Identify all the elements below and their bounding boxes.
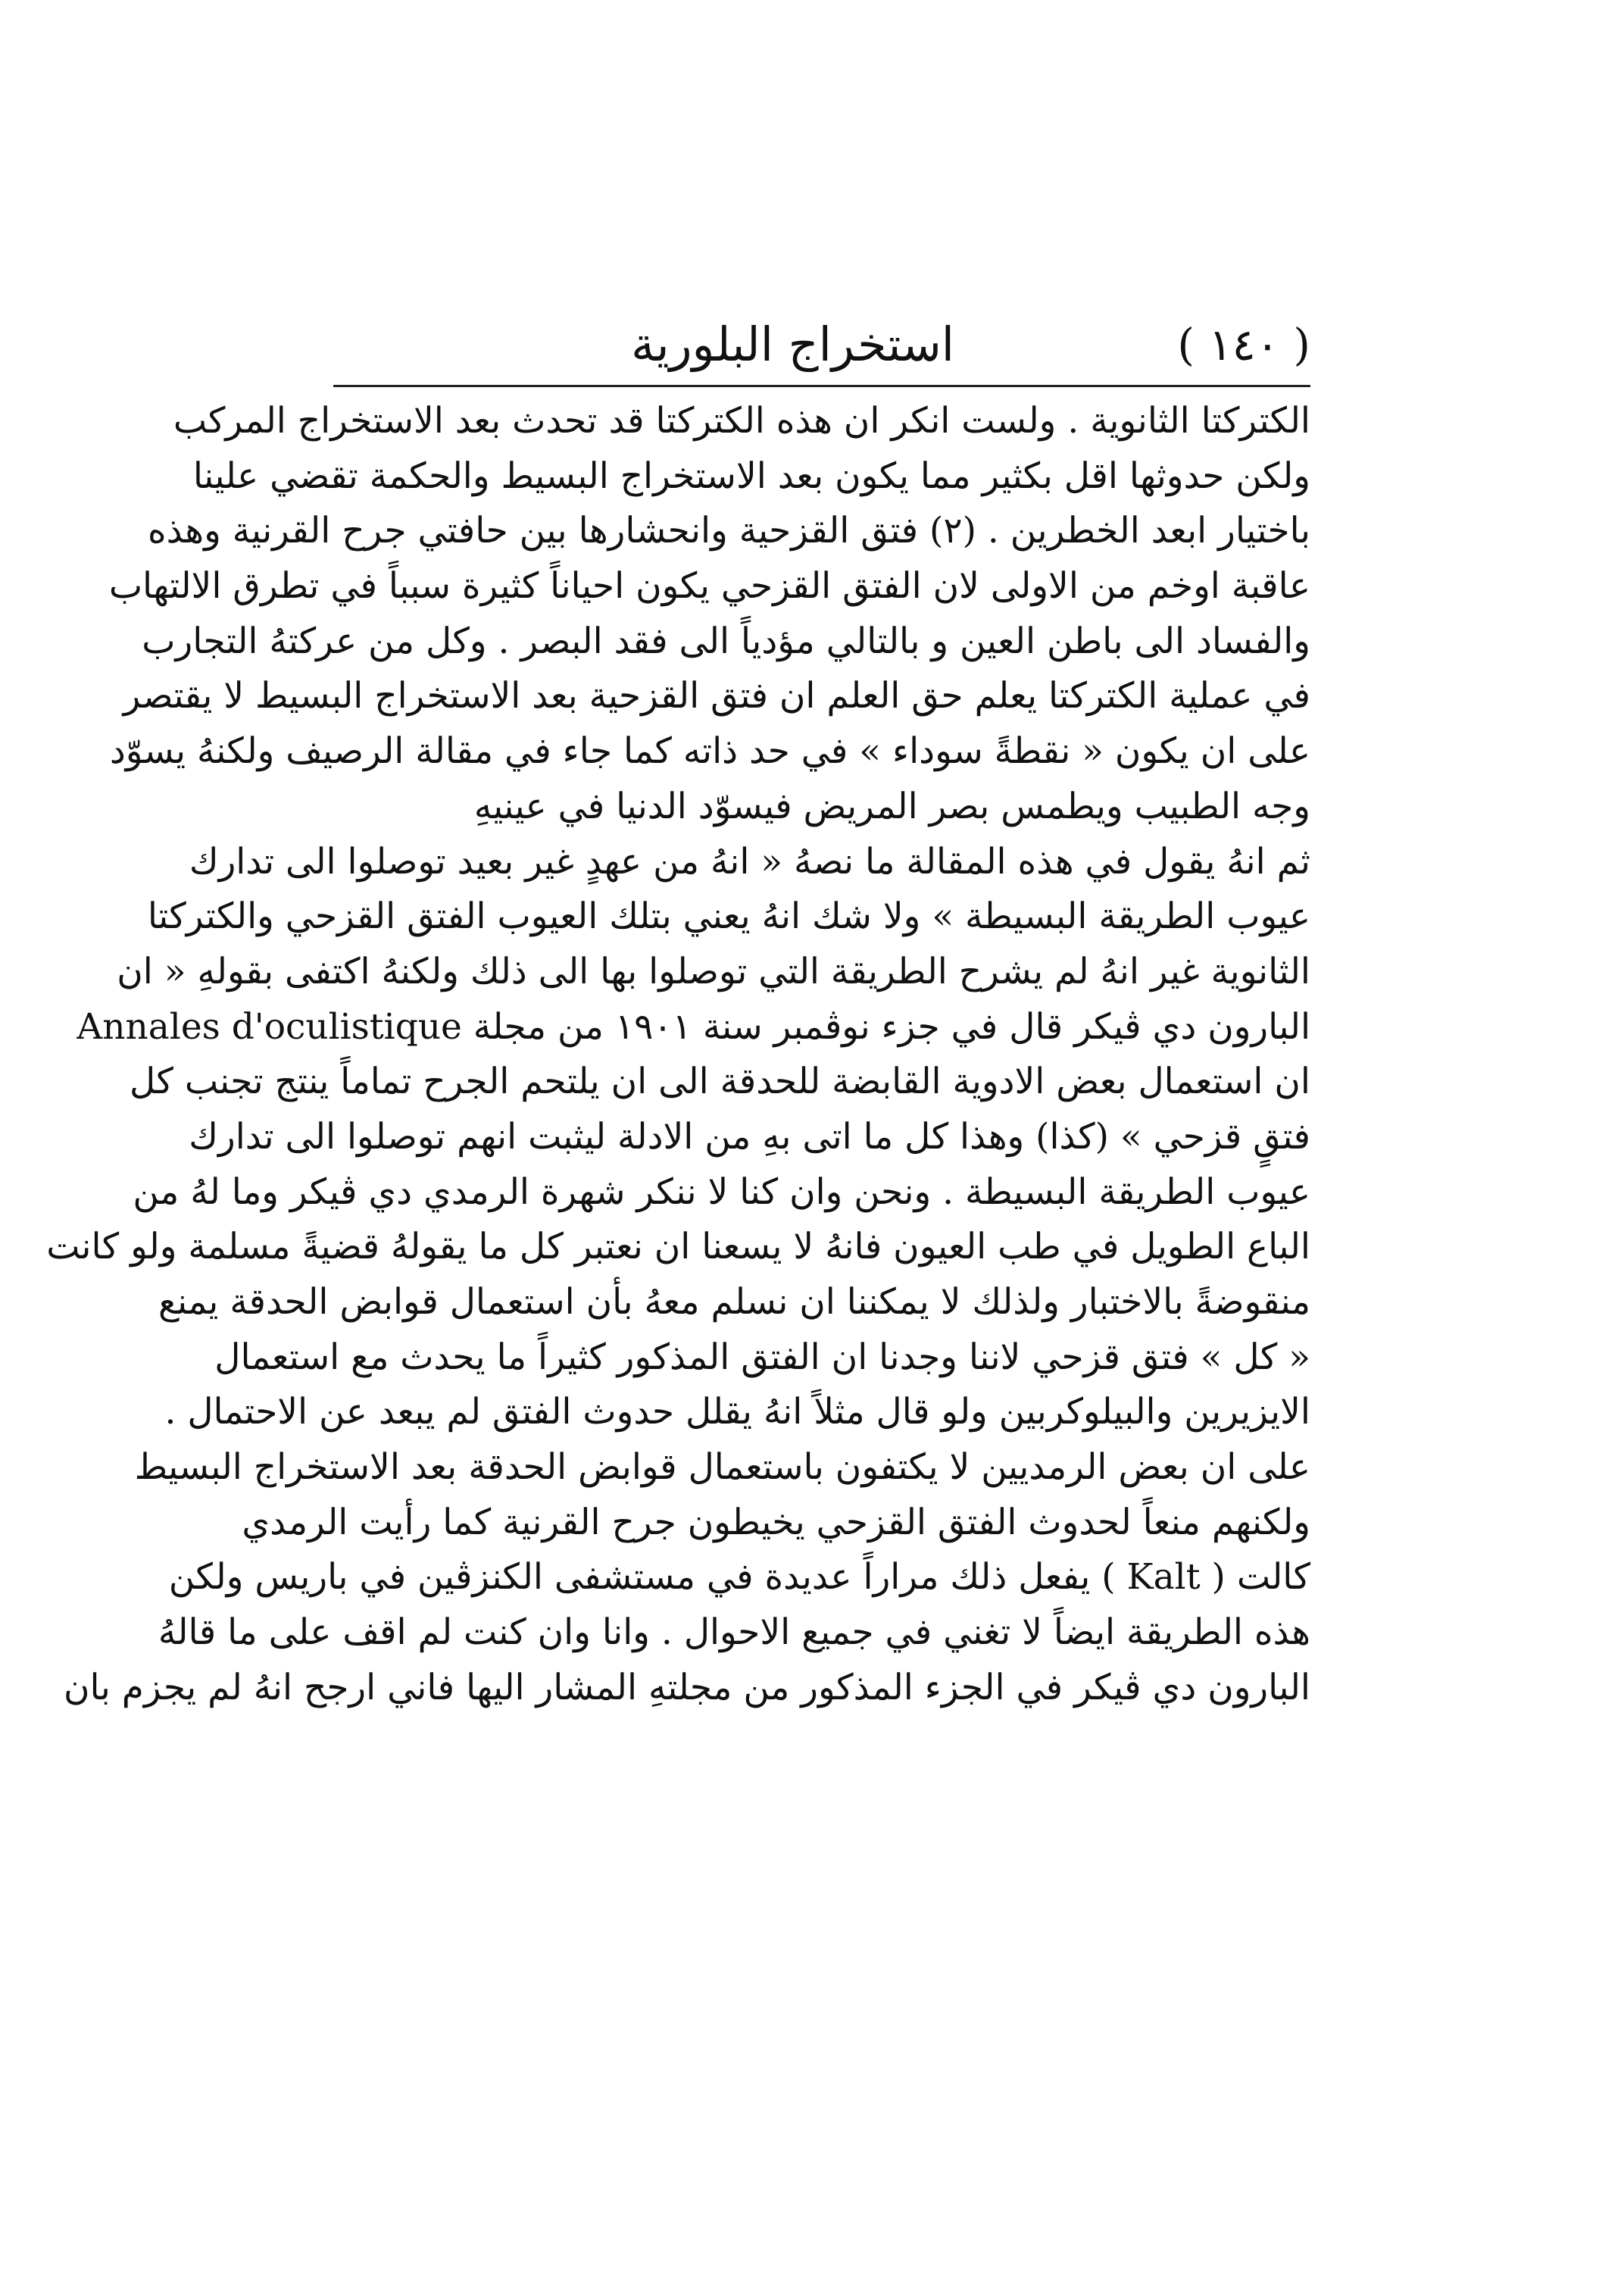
text-line: البارون دي ڤيكر قال في جزء نوڤمبر سنة ١٩٠١ من مجلة Annales d'oculistique (77, 1005, 1310, 1048)
running-title: استخراج البلورية (631, 317, 954, 372)
text-line: على ان بعض الرمديين لا يكتفون باستعمال قوابض الحدقة بعد الاستخراج البسيط (134, 1446, 1310, 1489)
text-line: وجه الطبيب ويطمس بصر المريض فيسوّد الدنيا في عينيهِ (473, 785, 1310, 827)
text-line: في عملية الكتركتا يعلم حق العلم ان فتق القزحية بعد الاستخراج البسيط لا يقتصر (123, 675, 1310, 717)
text-line: ولكن حدوثها اقل بكثير مما يكون بعد الاستخراج البسيط والحكمة تقضي علينا (192, 455, 1310, 497)
page-number: ( ١٤٠ ) (1177, 319, 1310, 370)
text-line: عيوب الطريقة البسيطة . ونحن وان كنا لا ننكر شهرة الرمدي دي ڤيكر وما لهُ من (133, 1171, 1310, 1213)
body-text (46, 394, 1310, 1716)
text-line: الثانوية غير انهُ لم يشرح الطريقة التي توصلوا بها الى ذلك ولكنهُ اكتفى بقولهِ « ان (117, 950, 1310, 992)
text-line: « كل » فتق قزحي لاننا وجدنا ان الفتق المذكور كثيراً ما يحدث مع استعمال (214, 1336, 1310, 1378)
text-line: ان استعمال بعض الادوية القابضة للحدقة الى ان يلتحم الجرح تماماً ينتج تجنب كل (129, 1061, 1310, 1103)
text-line: البارون دي ڤيكر في الجزء المذكور من مجلتهِ المشار اليها فاني ارجح انهُ لم يجزم بان (63, 1666, 1310, 1708)
text-line: والفساد الى باطن العين و بالتالي مؤدياً الى فقد البصر . وكل من عركتهُ التجارب (142, 620, 1310, 662)
text-line: منقوضةً بالاختبار ولذلك لا يمكننا ان نسلم معهُ بأن استعمال قوابض الحدقة يمنع (158, 1281, 1310, 1323)
text-line: ثم انهُ يقول في هذه المقالة ما نصهُ « انهُ من عهدٍ غير بعيد توصلوا الى تدارك (189, 840, 1310, 883)
text-line: عيوب الطريقة البسيطة » ولا شك انهُ يعني بتلك العيوب الفتق القزحي والكتركتا (147, 895, 1310, 938)
text-line: فتقٍ قزحي » (كذا) وهذا كل ما اتى بهِ من الادلة ليثبت انهم توصلوا الى تدارك (189, 1115, 1310, 1158)
header-rule (333, 385, 1310, 387)
text-line: كالت ( Kalt ) يفعل ذلك مراراً عديدة في مستشفى الكنزڤين في باريس ولكن (168, 1556, 1310, 1599)
text-line: الباع الطويل في طب العيون فانهُ لا يسعنا ان نعتبر كل ما يقولهُ قضيةً مسلمة ولو كانت (46, 1226, 1310, 1268)
text-line: باختيار ابعد الخطرين . (٢) فتق القزحية وانحشارها بين حافتي جرح القرنية وهذه (147, 510, 1310, 552)
text-line: عاقبة اوخم من الاولى لان الفتق القزحي يكون احياناً كثيرة سبباً في تطرق الالتهاب (108, 565, 1310, 608)
text-line: الايزيرين والبيلوكربين ولو قال مثلاً انهُ يقلل حدوث الفتق لم يبعد عن الاحتمال . (164, 1391, 1310, 1433)
page-header (333, 311, 1310, 379)
text-line: الكتركتا الثانوية . ولست انكر ان هذه الكتركتا قد تحدث بعد الاستخراج المركب (173, 400, 1310, 442)
text-line: على ان يكون « نقطةً سوداء » في حد ذاته كما جاء في مقالة الرصيف ولكنهُ يسوّد (109, 730, 1310, 773)
text-line: ولكنهم منعاً لحدوث الفتق القزحي يخيطون جرح القرنية كما رأيت الرمدي (242, 1501, 1310, 1543)
text-line: هذه الطريقة ايضاً لا تغني في جميع الاحوال . وانا وان كنت لم اقف على ما قالهُ (158, 1611, 1310, 1654)
